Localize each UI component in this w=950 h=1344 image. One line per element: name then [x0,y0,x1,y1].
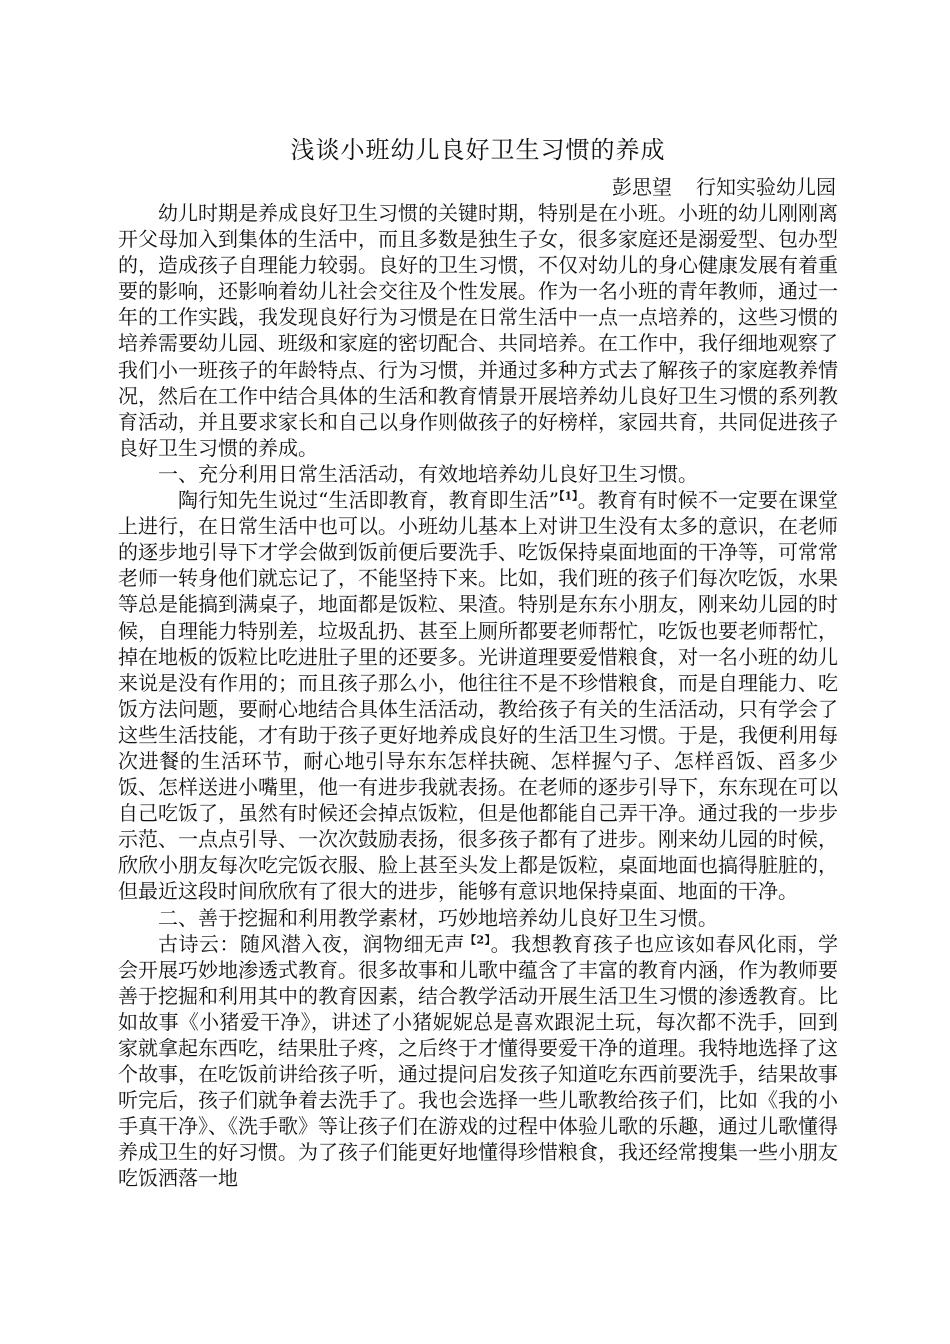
section-1-paragraph [118,487,838,905]
section-2-quote: 古诗云：随风潜入夜，润物细无声 [158,931,465,956]
author-name: 彭思望 [612,175,672,199]
section-2-paragraph [118,931,838,1192]
author-affiliation: 行知实验幼儿园 [696,175,836,199]
section-1-quote: 陶行知先生说过“生活即教育，教育即生活” [178,488,559,513]
section-1-body: 。教育有时候不一定要在课堂上进行，在日常生活中也可以。小班幼儿基本上对讲卫生没有太多的意识，在老师的逐步地引导下才学会做到饭前便后要洗手、吃饭保持桌面地面的干净等，可常常老师一转身他们就忘记了，不能坚持下来。比如，我们班的孩子们每次吃饭，水果等总是能搞到满桌子，地面都是饭粒、果渣。特别是东东小朋友，刚来幼儿园的时候，自理能力特别差，垃圾乱扔、甚至上厕所都要老师帮忙，吃饭也要老师帮忙，掉在地板的饭粒比吃进肚子里的还要多。光讲道理要爱惜粮食，对一名小班的幼儿来说是没有作用的；而且孩子那么小，他往往不是不珍惜粮食，而是自理能力、吃饭方法问题，要耐心地结合具体生活活动，教给孩子有关的生活活动，只有学会了这些生活技能，才有助于孩子更好地养成良好的生活卫生习惯。于是，我便利用每次进餐的生活环节，耐心地引导东东怎样扶碗、怎样握勺子、怎样舀饭、舀多少饭、怎样送进小嘴里，他一有进步我就表扬。在老师的逐步引导下，东东现在可以自己吃饭了，虽然有时候还会掉点饭粒，但是他都能自己弄干净。通过我的一步步示范、一点点引导、一次次鼓励表扬，很多孩子都有了进步。刚来幼儿园的时候，欣欣小朋友每次吃完饭衣服、脸上甚至头发上都是饭粒，桌面地面也搞得脏脏的，但最近这段时间欣欣有了很大的进步，能够有意识地保持桌面、地面的干净。 [118,488,839,904]
section-2-heading: 二、善于挖掘和利用教学素材，巧妙地培养幼儿良好卫生习惯。 [158,905,718,930]
document-title: 浅谈小班幼儿良好卫生习惯的养成 [290,136,666,164]
author-line [118,174,838,200]
footnote-ref-2[interactable]: 【2】 [465,932,491,946]
footnote-ref-1[interactable]: 【1】 [558,489,578,503]
document-page [118,130,838,1192]
section-1-heading: 一、充分利用日常生活活动，有效地培养幼儿良好卫生习惯。 [158,461,698,486]
intro-paragraph: 幼儿时期是养成良好卫生习惯的关键时期，特别是在小班。小班的幼儿刚刚离开父母加入到集体的生活中，而且多数是独生子女，很多家庭还是溺爱型、包办型的，造成孩子自理能力较弱。良好的卫生习惯，不仅对幼儿的身心健康发展有着重要的影响，还影响着幼儿社会交往及个性发展。作为一名小班的青年教师，通过一年的工作实践，我发现良好行为习惯是在日常生活中一点一点培养的，这些习惯的培养需要幼儿园、班级和家庭的密切配合、共同培养。在工作中，我仔细地观察了我们小一班孩子的年龄特点、行为习惯，并通过多种方式去了解孩子的家庭教养情况，然后在工作中结合具体的生活和教育情景开展培养幼儿良好卫生习惯的系列教育活动，并且要求家长和自己以身作则做孩子的好榜样，家园共育，共同促进孩子良好卫生习惯的养成。 [118,201,838,460]
section-2-body: 。我想教育孩子也应该如春风化雨，学会开展巧妙地渗透式教育。很多故事和儿歌中蕴含了丰富的教育内涵，作为教师要善于挖掘和利用其中的教育因素，结合教学活动开展生活卫生习惯的渗透教育。比如故事《小猪爱干净》，讲述了小猪妮妮总是喜欢跟泥土玩，每次都不洗手，回到家就拿起东西吃，结果肚子疼，之后终于才懂得要爱干净的道理。我特地选择了这个故事，在吃饭前讲给孩子听，通过提问启发孩子知道吃东西前要洗手，结果故事听完后，孩子们就争着去洗手了。我也会选择一些儿歌教给孩子们，比如《我的小手真干净》、《洗手歌》等让孩子们在游戏的过程中体验儿歌的乐趣，通过儿歌懂得养成卫生的好习惯。为了孩子们能更好地懂得珍惜粮食，我还经常搜集一些小朋友吃饭洒落一地 [118,931,839,1191]
